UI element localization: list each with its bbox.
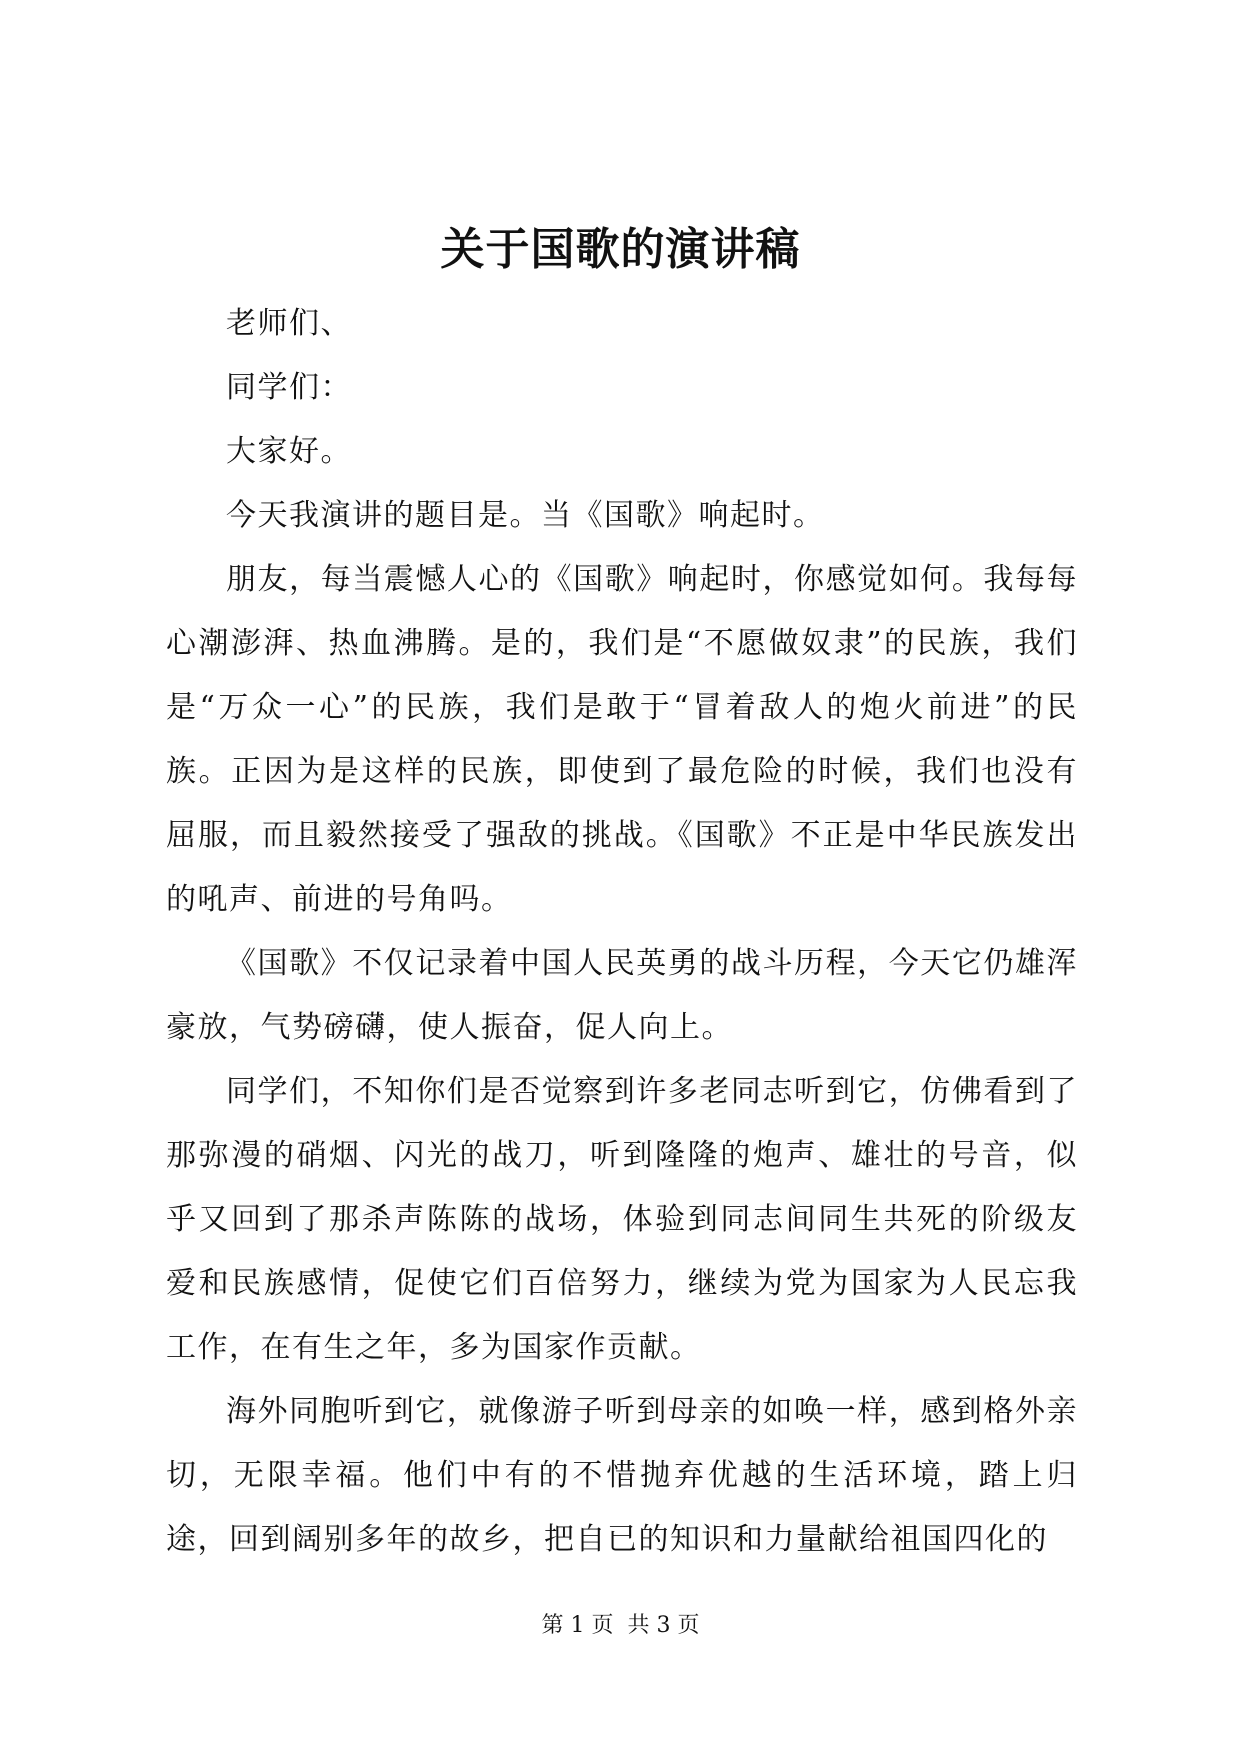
paragraph-hello: 大家好。	[226, 434, 352, 469]
paragraph-greeting-teachers: 老师们、	[226, 306, 352, 341]
paragraph-greeting-students: 同学们：	[226, 370, 352, 405]
paragraph-anthem-record: 《国歌》不仅记录着中国人民英勇的战斗历程，今天它仍雄浑豪放，气势磅礴，使人振奋，促人向上。	[166, 946, 1078, 1045]
paragraph-old-comrades: 同学们，不知你们是否觉察到许多老同志听到它，仿佛看到了那弥漫的硝烟、闪光的战刀，听到隆隆的炮声、雄壮的号音，似乎又回到了那杀声陈陈的战场，体验到同志间同生共死的阶级友爱和民族感情，促使它们百倍努力，继续为党为国家为人民忘我工作，在有生之年，多为国家作贡献。	[166, 1074, 1078, 1365]
page-footer	[0, 1611, 1241, 1641]
document-title: 关于国歌的演讲稿	[440, 224, 801, 275]
page-number-label: 第 1 页 共 3 页	[541, 1613, 700, 1638]
paragraph-overseas: 海外同胞听到它，就像游子听到母亲的如唤一样，感到格外亲切，无限幸福。他们中有的不惜抛弃优越的生活环境，踏上归途，回到阔别多年的故乡，把自已的知识和力量献给祖国四化的	[166, 1394, 1078, 1557]
paragraph-topic: 今天我演讲的题目是。当《国歌》响起时。	[226, 498, 825, 533]
document-body	[166, 292, 1078, 1572]
paragraph-friends: 朋友，每当震憾人心的《国歌》响起时，你感觉如何。我每每心潮澎湃、热血沸腾。是的，我们是“不愿做奴隶”的民族，我们是“万众一心”的民族，我们是敢于“冒着敌人的炮火前进”的民族。正因为是这样的民族，即使到了最危险的时候，我们也没有屈服，而且毅然接受了强敌的挑战。《国歌》不正是中华民族发出的吼声、前进的号角吗。	[166, 562, 1078, 917]
